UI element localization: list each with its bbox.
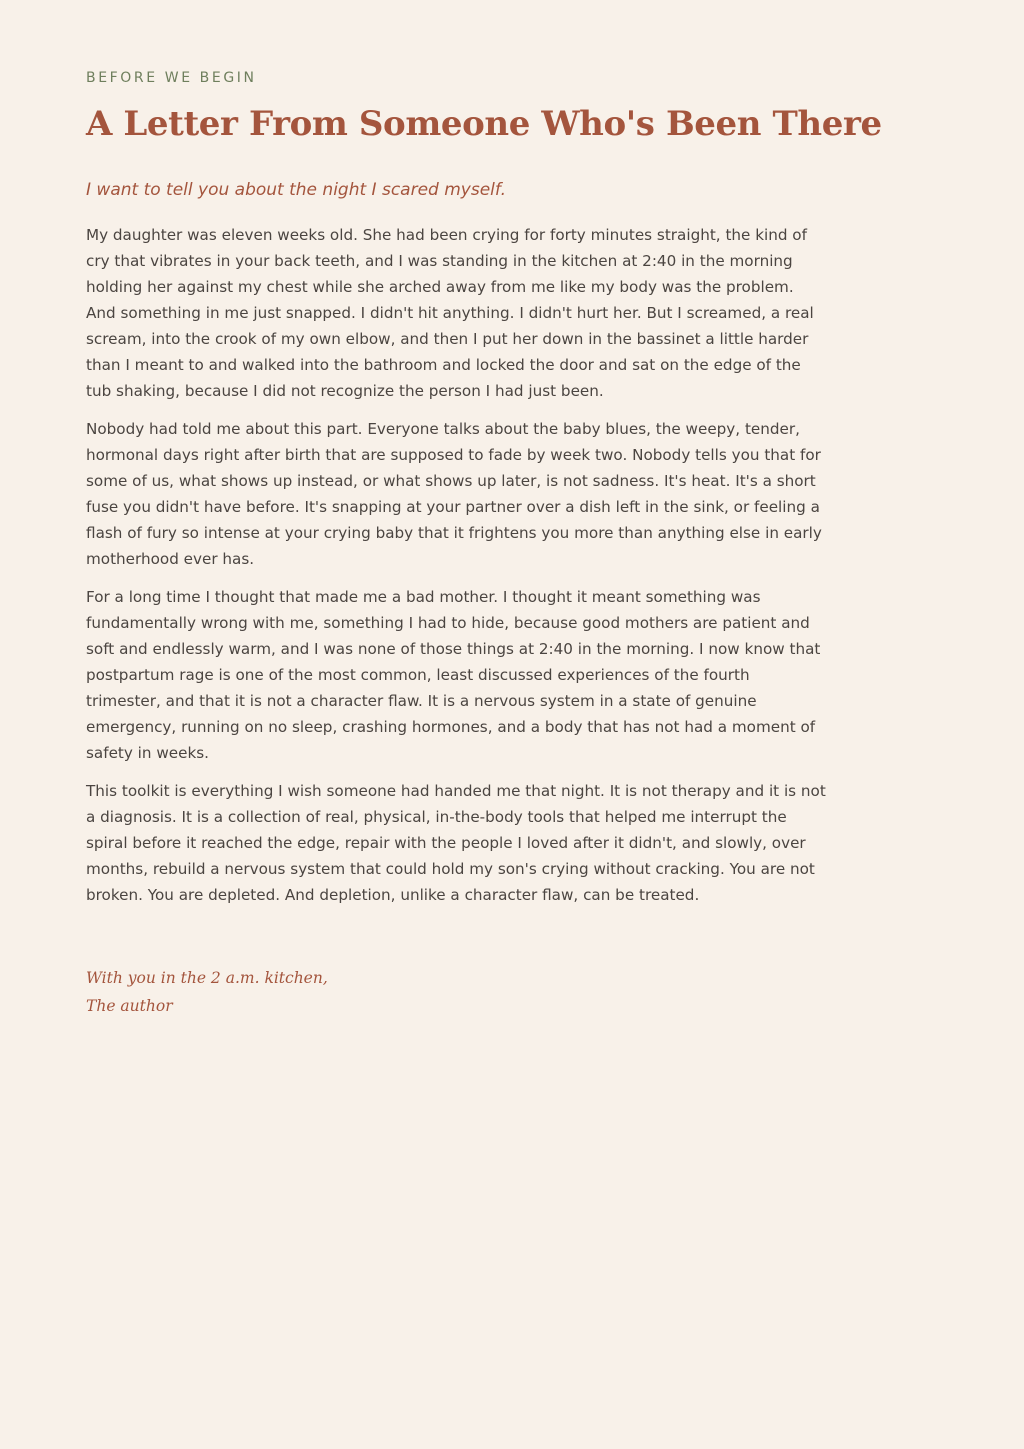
text-line: soft and endlessly warm, and I was none of those things at 2:40 in the morning. I now know that <box>86 640 821 658</box>
signoff-signature: The author <box>86 997 173 1015</box>
text-line: scream, into the crook of my own elbow, and then I put her down in the bassinet a little harder <box>86 330 809 348</box>
text-line: spiral before it reached the edge, repair with the people I loved after it didn't, and slowly, over <box>86 834 806 852</box>
text-line: motherhood ever has. <box>86 550 255 568</box>
letter-body <box>86 222 946 920</box>
text-line: My daughter was eleven weeks old. She had been crying for forty minutes straight, the kind of <box>86 226 807 244</box>
text-line: fundamentally wrong with me, something I had to hide, because good mothers are patient and <box>86 614 810 632</box>
text-line: This toolkit is everything I wish someone had handed me that night. It is not therapy and it is not <box>86 782 826 800</box>
text-line: than I meant to and walked into the bathroom and locked the door and sat on the edge of the <box>86 356 801 374</box>
text-line: months, rebuild a nervous system that could hold my son's crying without cracking. You are not <box>86 860 815 878</box>
text-line: trimester, and that it is not a character flaw. It is a nervous system in a state of genuine <box>86 692 757 710</box>
text-line: safety in weeks. <box>86 744 209 762</box>
paragraph-3 <box>86 584 946 766</box>
paragraph-1 <box>86 222 946 404</box>
intro-line: I want to tell you about the night I scared myself. <box>86 180 506 200</box>
text-line: Nobody had told me about this part. Everyone talks about the baby blues, the weepy, tender, <box>86 420 800 438</box>
signoff <box>86 964 328 1020</box>
signoff-closing: With you in the 2 a.m. kitchen, <box>86 969 328 987</box>
text-line: a diagnosis. It is a collection of real, physical, in-the-body tools that helped me interrupt the <box>86 808 787 826</box>
text-line: holding her against my chest while she arched away from me like my body was the problem. <box>86 278 794 296</box>
section-eyebrow: BEFORE WE BEGIN <box>86 70 257 86</box>
text-line: broken. You are depleted. And depletion, unlike a character flaw, can be treated. <box>86 886 700 904</box>
text-line: flash of fury so intense at your crying baby that it frightens you more than anything else in early <box>86 524 822 542</box>
text-line: fuse you didn't have before. It's snapping at your partner over a dish left in the sink, or feeling a <box>86 498 820 516</box>
text-line: And something in me just snapped. I didn't hit anything. I didn't hurt her. But I screamed, a real <box>86 304 814 322</box>
text-line: emergency, running on no sleep, crashing hormones, and a body that has not had a moment of <box>86 718 816 736</box>
page-title: A Letter From Someone Who's Been There <box>86 104 882 144</box>
text-line: For a long time I thought that made me a bad mother. I thought it meant something was <box>86 588 761 606</box>
paragraph-2 <box>86 416 946 572</box>
text-line: hormonal days right after birth that are supposed to fade by week two. Nobody tells you that for <box>86 446 821 464</box>
paragraph-4 <box>86 778 946 908</box>
text-line: cry that vibrates in your back teeth, and I was standing in the kitchen at 2:40 in the morning <box>86 252 793 270</box>
text-line: postpartum rage is one of the most common, least discussed experiences of the fourth <box>86 666 750 684</box>
text-line: tub shaking, because I did not recognize the person I had just been. <box>86 382 604 400</box>
text-line: some of us, what shows up instead, or what shows up later, is not sadness. It's heat. It's a short <box>86 472 816 490</box>
